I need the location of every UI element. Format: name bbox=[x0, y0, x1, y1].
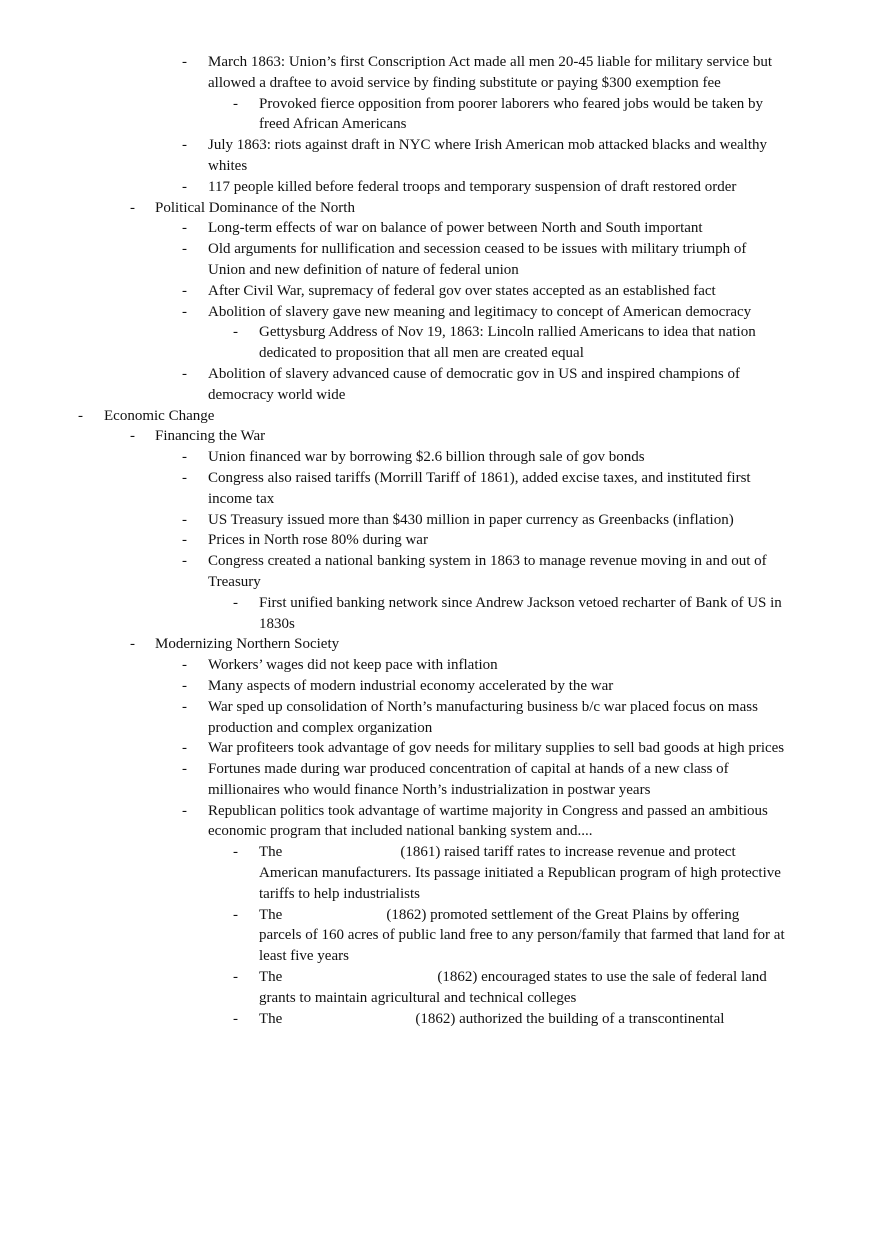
bullet-dash: - bbox=[130, 199, 135, 216]
bullet-dash: - bbox=[78, 407, 83, 424]
item-text: War sped up consolidation of North’s manufacturing business b/c war placed focus on mass production and complex organization bbox=[208, 698, 758, 736]
item-text: Congress created a national banking system in 1863 to manage revenue moving in and out of Treasury bbox=[208, 553, 767, 590]
bullet-dash: - bbox=[182, 54, 187, 70]
item-text-pre: The bbox=[259, 844, 283, 861]
bullet-dash: - bbox=[182, 698, 187, 715]
list-item bbox=[0, 676, 880, 697]
list-item bbox=[0, 94, 880, 136]
list-item bbox=[0, 302, 880, 323]
bullet-dash: - bbox=[182, 469, 187, 486]
item-text: Union financed war by borrowing $2.6 billion through sale of gov bonds bbox=[208, 449, 645, 466]
item-text: War profiteers took advantage of gov needs for military supplies to sell bad goods at high prices bbox=[208, 740, 785, 757]
item-text: Long-term effects of war on balance of power between North and South important bbox=[208, 220, 703, 237]
bullet-dash: - bbox=[182, 657, 187, 674]
bullet-dash: - bbox=[182, 449, 187, 466]
fill-in-blank-item bbox=[0, 967, 880, 1009]
notes-outline bbox=[0, 52, 880, 1029]
fill-in-blank-item bbox=[0, 905, 880, 967]
list-item bbox=[0, 801, 880, 843]
bullet-dash: - bbox=[182, 740, 187, 757]
bullet-dash: - bbox=[182, 178, 187, 195]
item-text-post: (1862) authorized the building of a transcontinental bbox=[415, 1010, 725, 1027]
fill-in-blank-item bbox=[0, 842, 880, 904]
list-item bbox=[0, 281, 880, 302]
item-text: First unified banking network since Andrew Jackson vetoed recharter of Bank of US in 1830s bbox=[259, 594, 782, 632]
item-text: Modernizing Northern Society bbox=[155, 636, 340, 653]
list-item bbox=[0, 135, 880, 177]
bullet-dash: - bbox=[233, 594, 238, 611]
list-item bbox=[0, 52, 880, 94]
item-text-pre: The bbox=[259, 969, 283, 986]
item-text: Financing the War bbox=[155, 428, 266, 445]
bullet-dash: - bbox=[182, 241, 187, 258]
item-text: After Civil War, supremacy of federal gov over states accepted as an established fact bbox=[208, 282, 716, 299]
item-text-post: (1861) raised tariff rates to increase revenue and protect American manufacturers. Its passage initiated a Republican program of high protective tariffs to help industrialists bbox=[259, 844, 781, 902]
section-heading bbox=[0, 198, 880, 219]
list-item bbox=[0, 447, 880, 468]
list-item bbox=[0, 759, 880, 801]
item-text: Abolition of slavery advanced cause of democratic gov in US and inspired champions of democracy world wide bbox=[208, 365, 740, 403]
item-text: Abolition of slavery gave new meaning and legitimacy to concept of American democracy bbox=[208, 303, 752, 320]
list-item bbox=[0, 239, 880, 281]
item-text: Republican politics took advantage of wartime majority in Congress and passed an ambitious economic program that included national banking system and.... bbox=[208, 802, 768, 840]
list-item bbox=[0, 177, 880, 198]
item-text-pre: The bbox=[259, 1010, 283, 1027]
item-text: Economic Change bbox=[104, 407, 215, 424]
bullet-dash: - bbox=[182, 303, 187, 320]
item-text: Fortunes made during war produced concentration of capital at hands of a new class of millionaires who would finance North’s industrialization in postwar years bbox=[208, 761, 729, 798]
item-text: Political Dominance of the North bbox=[155, 199, 355, 216]
bullet-dash: - bbox=[182, 365, 187, 382]
list-item bbox=[0, 530, 880, 551]
list-item bbox=[0, 322, 880, 364]
list-item bbox=[0, 510, 880, 531]
bullet-dash: - bbox=[182, 137, 187, 154]
list-item bbox=[0, 551, 880, 593]
bullet-dash: - bbox=[130, 636, 135, 653]
list-item bbox=[0, 655, 880, 676]
bullet-dash: - bbox=[233, 969, 238, 986]
bullet-dash: - bbox=[233, 324, 238, 341]
bullet-dash: - bbox=[233, 95, 238, 112]
bullet-dash: - bbox=[182, 220, 187, 237]
item-text: Provoked fierce opposition from poorer laborers who feared jobs would be taken by freed African Americans bbox=[259, 95, 764, 133]
bullet-dash: - bbox=[233, 906, 238, 923]
item-text: March 1863: Union’s first Conscription Act made all men 20-45 liable for military service but allowed a draftee to avoid service by finding substitute or paying $300 exemption fee bbox=[208, 54, 773, 91]
item-text: Prices in North rose 80% during war bbox=[208, 532, 428, 549]
list-item bbox=[0, 738, 880, 759]
bullet-dash: - bbox=[182, 282, 187, 299]
item-text: Many aspects of modern industrial economy accelerated by the war bbox=[208, 677, 614, 694]
item-text: Old arguments for nullification and secession ceased to be issues with military triumph of Union and new definition of nature of federal union bbox=[208, 241, 747, 278]
item-text: Workers’ wages did not keep pace with inflation bbox=[208, 657, 498, 674]
item-text-pre: The bbox=[259, 906, 283, 923]
item-text-post: (1862) encouraged states to use the sale of federal land grants to maintain agricultural and technical colleges bbox=[259, 969, 767, 1006]
item-text: Congress also raised tariffs (Morrill Tariff of 1861), added excise taxes, and instituted first income tax bbox=[208, 469, 751, 507]
list-item bbox=[0, 364, 880, 406]
main-heading bbox=[0, 406, 880, 427]
item-text: July 1863: riots against draft in NYC where Irish American mob attacked blacks and wealthy whites bbox=[208, 137, 768, 174]
bullet-dash: - bbox=[182, 761, 187, 778]
bullet-dash: - bbox=[182, 532, 187, 549]
fill-in-blank-item bbox=[0, 1009, 880, 1030]
bullet-dash: - bbox=[182, 802, 187, 819]
bullet-dash: - bbox=[182, 553, 187, 570]
bullet-dash: - bbox=[182, 677, 187, 694]
bullet-dash: - bbox=[233, 1010, 238, 1027]
section-heading bbox=[0, 634, 880, 655]
item-text: 117 people killed before federal troops and temporary suspension of draft restored order bbox=[208, 178, 737, 195]
list-item bbox=[0, 218, 880, 239]
list-item bbox=[0, 593, 880, 635]
bullet-dash: - bbox=[182, 511, 187, 528]
item-text: US Treasury issued more than $430 million in paper currency as Greenbacks (inflation) bbox=[208, 511, 734, 528]
bullet-dash: - bbox=[130, 428, 135, 445]
list-item bbox=[0, 468, 880, 510]
item-text-post: (1862) promoted settlement of the Great Plains by offering parcels of 160 acres of public land free to any person/family that farmed that land for at least five years bbox=[259, 906, 785, 965]
bullet-dash: - bbox=[233, 844, 238, 861]
item-text: Gettysburg Address of Nov 19, 1863: Lincoln rallied Americans to idea that nation dedicated to proposition that all men are created equal bbox=[259, 324, 756, 362]
section-heading bbox=[0, 426, 880, 447]
list-item bbox=[0, 697, 880, 739]
